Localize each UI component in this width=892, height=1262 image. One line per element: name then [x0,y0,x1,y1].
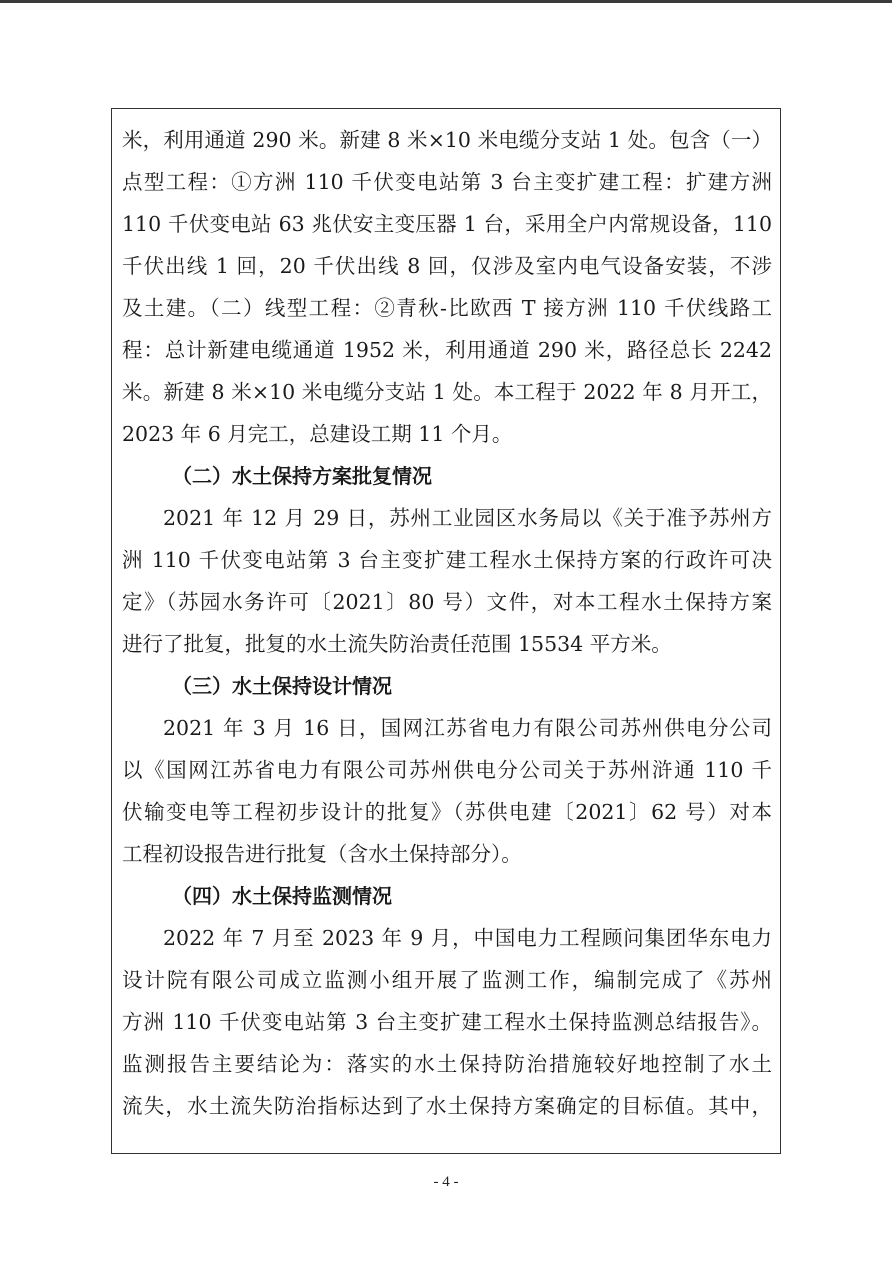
text-line: 定》（苏园水务许可〔2021〕80 号）文件，对本工程水土保持方案 [122,590,772,614]
text-frame [111,108,781,1154]
text-line: 进行了批复，批复的水土流失防治责任范围 15534 平方米。 [122,632,672,656]
text-line: 洲 110 千伏变电站第 3 台主变扩建工程水土保持方案的行政许可决 [122,548,772,572]
top-edge-line [0,0,892,3]
text-line: 2021 年 3 月 16 日，国网江苏省电力有限公司苏州供电分公司 [163,716,772,740]
text-line: 程：总计新建电缆通道 1952 米，利用通道 290 米，路径总长 2242 [122,338,772,362]
text-line: 千伏出线 1 回，20 千伏出线 8 回，仅涉及室内电气设备安装，不涉 [122,254,772,278]
text-line: 米，利用通道 290 米。新建 8 米×10 米电缆分支站 1 处。包含（一） [122,128,772,152]
text-line: 方洲 110 千伏变电站第 3 台主变扩建工程水土保持监测总结报告》。 [122,1010,772,1034]
text-line: 监测报告主要结论为：落实的水土保持防治措施较好地控制了水土 [122,1052,772,1076]
text-line: 点型工程：①方洲 110 千伏变电站第 3 台主变扩建工程：扩建方洲 [122,170,772,194]
section-heading-approval: （二）水土保持方案批复情况 [172,464,432,488]
text-line: 流失，水土流失防治指标达到了水土保持方案确定的目标值。其中， [122,1094,772,1118]
text-line: 以《国网江苏省电力有限公司苏州供电分公司关于苏州浒通 110 千 [122,758,772,782]
section-heading-monitoring: （四）水土保持监测情况 [172,884,392,908]
text-line: 米。新建 8 米×10 米电缆分支站 1 处。本工程于 2022 年 8 月开工， [122,380,772,404]
text-line: 工程初设报告进行批复（含水土保持部分）。 [122,842,522,866]
section-heading-design: （三）水土保持设计情况 [172,674,392,698]
text-line: 2021 年 12 月 29 日，苏州工业园区水务局以《关于准予苏州方 [163,506,772,530]
text-line: 伏输变电等工程初步设计的批复》（苏供电建〔2021〕62 号）对本 [122,800,772,824]
text-line: 2022 年 7 月至 2023 年 9 月，中国电力工程顾问集团华东电力 [163,926,772,950]
text-content [122,119,772,1127]
page-number: - 4 - [433,1174,459,1190]
text-line: 110 千伏变电站 63 兆伏安主变压器 1 台，采用全户内常规设备，110 [122,212,772,236]
text-line: 及土建。（二）线型工程：②青秋-比欧西 T 接方洲 110 千伏线路工 [122,296,772,320]
text-line: 设计院有限公司成立监测小组开展了监测工作，编制完成了《苏州 [122,968,772,992]
text-line: 2023 年 6 月完工，总建设工期 11 个月。 [122,422,513,446]
